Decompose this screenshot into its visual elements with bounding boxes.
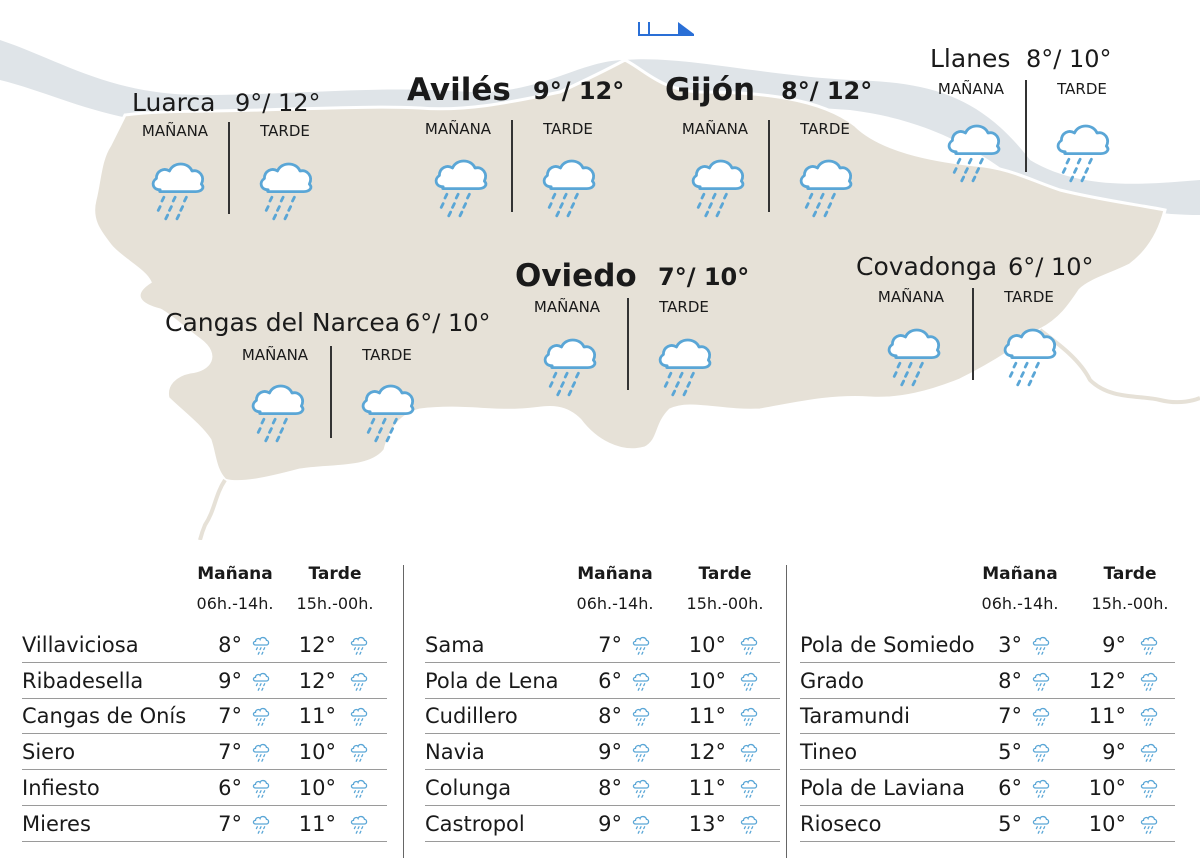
table-row (800, 699, 1175, 734)
label-afternoon: TARDE (260, 122, 310, 140)
header-afternoon: Tarde (308, 564, 362, 584)
border-line-east (1040, 330, 1200, 402)
town-name: Siero (22, 740, 76, 765)
afternoon-temp: 9° (1102, 633, 1126, 657)
afternoon-temp: 12° (1088, 668, 1126, 693)
afternoon-temp: 9° (1102, 740, 1126, 765)
city-separator (228, 122, 230, 214)
city-separator (1025, 80, 1027, 172)
label-afternoon: TARDE (543, 120, 593, 138)
city-name: Llanes (930, 44, 1011, 73)
rain-icon (348, 813, 370, 835)
table-row (800, 771, 1175, 806)
rain-cloud-icon (255, 156, 319, 226)
table-row (22, 699, 387, 734)
town-name: Rioseco (800, 811, 882, 836)
town-name: Navia (425, 740, 485, 765)
city-temperature: 9°/ 12° (533, 77, 625, 105)
morning-temp: 9° (218, 668, 242, 693)
afternoon-temp: 10° (1088, 775, 1126, 800)
rain-icon (1138, 670, 1160, 692)
city-name: Luarca (132, 88, 216, 117)
afternoon-temp: 11° (298, 811, 336, 836)
rain-icon (630, 670, 652, 692)
rain-icon (1138, 813, 1160, 835)
rain-cloud-icon (357, 378, 421, 448)
city-name: Gijón (665, 72, 756, 108)
morning-temp: 7° (218, 811, 242, 836)
morning-temp: 5° (998, 811, 1022, 836)
town-name: Grado (800, 668, 864, 693)
rain-icon (250, 813, 272, 835)
afternoon-temp: 10° (688, 633, 726, 657)
afternoon-temp: 11° (1088, 704, 1126, 729)
city-temperature: 7°/ 10° (658, 263, 750, 291)
table-row (425, 664, 780, 699)
rain-icon (348, 634, 370, 656)
rain-icon (630, 777, 652, 799)
table-row (425, 735, 780, 770)
afternoon-temp: 11° (298, 704, 336, 729)
rain-cloud-icon (1052, 118, 1116, 188)
afternoon-temp: 12° (298, 633, 336, 657)
rain-icon (630, 813, 652, 835)
morning-temp: 5° (998, 740, 1022, 765)
town-name: Colunga (425, 775, 512, 800)
rain-cloud-icon (430, 153, 494, 223)
city-name: Avilés (407, 72, 511, 108)
label-afternoon: TARDE (1057, 80, 1107, 98)
town-name: Tineo (800, 740, 858, 765)
town-name: Castropol (425, 811, 525, 836)
city-separator (768, 120, 770, 212)
town-name: Sama (425, 633, 485, 657)
rain-cloud-icon (247, 378, 311, 448)
rain-icon (1030, 813, 1052, 835)
rain-icon (1138, 705, 1160, 727)
morning-temp: 6° (598, 668, 622, 693)
afternoon-temp: 10° (688, 668, 726, 693)
city-separator (511, 120, 513, 212)
rain-icon (738, 634, 760, 656)
town-name: Ribadesella (22, 668, 144, 693)
rain-icon (738, 813, 760, 835)
table-row (800, 735, 1175, 770)
rain-icon (630, 705, 652, 727)
label-morning: MAÑANA (424, 120, 492, 138)
rain-cloud-icon (538, 153, 602, 223)
label-afternoon: TARDE (800, 120, 850, 138)
rain-icon (348, 670, 370, 692)
rain-cloud-icon (943, 118, 1007, 188)
table-row (425, 771, 780, 806)
rain-icon (1138, 634, 1160, 656)
rain-cloud-icon (539, 332, 603, 402)
rain-icon (348, 741, 370, 763)
morning-temp: 8° (998, 668, 1022, 693)
morning-temp: 7° (998, 704, 1022, 729)
city-temperature: 8°/ 12° (781, 77, 873, 105)
label-morning: MAÑANA (937, 80, 1005, 98)
rain-cloud-icon (687, 153, 751, 223)
city-separator (330, 346, 332, 438)
morning-temp: 6° (998, 775, 1022, 800)
table-row (22, 628, 387, 663)
table-divider (403, 565, 404, 858)
city-separator (972, 288, 974, 380)
town-name: Villaviciosa (22, 633, 139, 657)
hours-afternoon: 15h.-00h. (1091, 594, 1169, 613)
hours-morning: 06h.-14h. (576, 594, 654, 613)
city-temperature: 6°/ 10° (1008, 253, 1094, 281)
city-name: Cangas del Narcea (165, 308, 401, 337)
afternoon-temp: 12° (688, 740, 726, 765)
label-morning: MAÑANA (241, 346, 309, 364)
border-line-south (200, 480, 225, 540)
rain-icon (1030, 670, 1052, 692)
header-morning: Mañana (577, 564, 653, 584)
header-afternoon: Tarde (698, 564, 752, 584)
rain-cloud-icon (147, 156, 211, 226)
city-temperature: 6°/ 10° (405, 309, 491, 337)
label-morning: MAÑANA (877, 288, 945, 306)
rain-cloud-icon (883, 322, 947, 392)
rain-icon (348, 777, 370, 799)
town-name: Cangas de Onís (22, 704, 187, 729)
afternoon-temp: 13° (688, 811, 726, 836)
table-divider (786, 565, 787, 858)
morning-temp: 6° (218, 775, 242, 800)
city-temperature: 9°/ 12° (235, 89, 321, 117)
label-afternoon: TARDE (659, 298, 709, 316)
town-name: Infiesto (22, 775, 100, 800)
rain-icon (630, 634, 652, 656)
morning-temp: 7° (218, 740, 242, 765)
label-afternoon: TARDE (1004, 288, 1054, 306)
afternoon-temp: 12° (298, 668, 336, 693)
rain-icon (1138, 777, 1160, 799)
city-name: Covadonga (856, 252, 998, 281)
rain-icon (348, 705, 370, 727)
city-name: Oviedo (515, 258, 637, 294)
morning-temp: 8° (218, 633, 242, 657)
rain-icon (250, 634, 272, 656)
table-row (425, 699, 780, 734)
morning-temp: 3° (998, 633, 1022, 657)
label-morning: MAÑANA (681, 120, 749, 138)
rain-icon (250, 705, 272, 727)
header-morning: Mañana (197, 564, 273, 584)
table-row (22, 664, 387, 699)
town-name: Mieres (22, 811, 91, 836)
town-name: Pola de Somiedo (800, 633, 975, 657)
rain-icon (1030, 705, 1052, 727)
hours-afternoon: 15h.-00h. (686, 594, 764, 613)
rain-icon (630, 741, 652, 763)
rain-cloud-icon (795, 153, 859, 223)
afternoon-temp: 11° (688, 704, 726, 729)
morning-temp: 8° (598, 704, 622, 729)
table-row (22, 735, 387, 770)
morning-temp: 7° (218, 704, 242, 729)
table-row (22, 771, 387, 806)
header-morning: Mañana (982, 564, 1058, 584)
table-row (800, 664, 1175, 699)
rain-icon (1138, 741, 1160, 763)
town-name: Taramundi (800, 704, 910, 729)
table-row (425, 807, 780, 842)
rain-icon (1030, 634, 1052, 656)
rain-icon (738, 777, 760, 799)
hours-morning: 06h.-14h. (981, 594, 1059, 613)
rain-icon (250, 670, 272, 692)
table-row (800, 807, 1175, 842)
rain-icon (738, 670, 760, 692)
afternoon-temp: 10° (298, 740, 336, 765)
town-name: Cudillero (425, 704, 518, 729)
town-name: Pola de Laviana (800, 775, 965, 800)
afternoon-temp: 10° (298, 775, 336, 800)
rain-icon (1030, 777, 1052, 799)
table-row (22, 807, 387, 842)
morning-temp: 9° (598, 740, 622, 765)
city-separator (627, 298, 629, 390)
hours-afternoon: 15h.-00h. (296, 594, 374, 613)
city-temperature: 8°/ 10° (1026, 45, 1112, 73)
morning-temp: 9° (598, 811, 622, 836)
rain-cloud-icon (999, 322, 1063, 392)
label-afternoon: TARDE (362, 346, 412, 364)
rain-icon (250, 741, 272, 763)
header-afternoon: Tarde (1103, 564, 1157, 584)
morning-temp: 8° (598, 775, 622, 800)
hours-morning: 06h.-14h. (196, 594, 274, 613)
label-morning: MAÑANA (533, 298, 601, 316)
rain-icon (250, 777, 272, 799)
rain-icon (738, 741, 760, 763)
afternoon-temp: 11° (688, 775, 726, 800)
label-morning: MAÑANA (141, 122, 209, 140)
north-marker-icon (638, 22, 694, 36)
rain-icon (738, 705, 760, 727)
rain-icon (1030, 741, 1052, 763)
table-row (425, 628, 780, 663)
morning-temp: 7° (598, 633, 622, 657)
rain-cloud-icon (654, 332, 718, 402)
town-name: Pola de Lena (425, 668, 559, 693)
table-row (800, 628, 1175, 663)
afternoon-temp: 10° (1088, 811, 1126, 836)
